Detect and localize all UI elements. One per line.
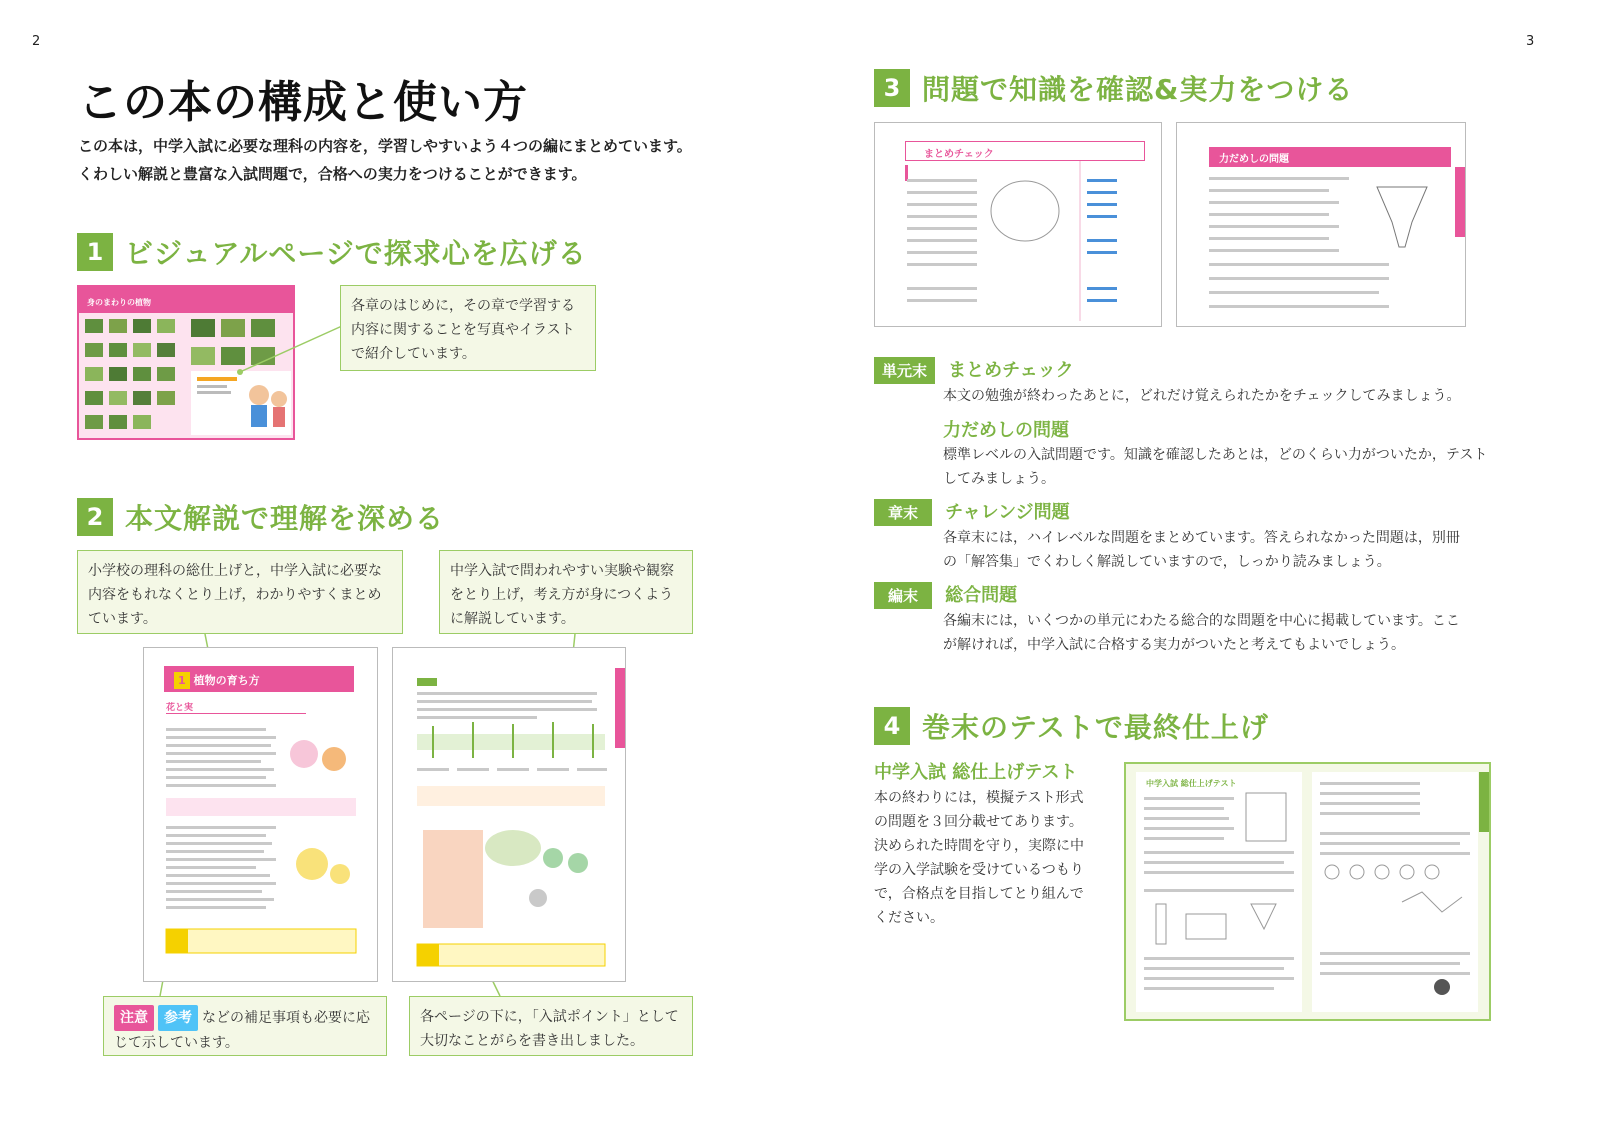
- callout-line: ています。: [88, 611, 157, 627]
- callout-line: をとり上げ，考え方が身につくよう: [450, 587, 674, 603]
- section-3-item-challenge: [874, 498, 1494, 526]
- thumbnail-body: [875, 161, 1162, 321]
- section-3-item-summary: [874, 356, 1494, 384]
- thumbnail-header: まとめチェック: [905, 141, 1145, 161]
- test-page-right-body: [1312, 772, 1478, 1012]
- callout-line: 各章のはじめに，その章で学習する: [351, 298, 575, 314]
- callout-line: で紹介しています。: [351, 346, 476, 362]
- item-text-line: 各編末には，いくつかの単元にわたる総合的な問題を中心に掲載しています。ここ: [943, 613, 1460, 629]
- text-line: の問題を３回分載せてあります。: [874, 814, 1083, 830]
- section-3-item-challenge-text: [943, 526, 1503, 574]
- practice-problem-thumbnail: [1176, 122, 1466, 327]
- section-title: ビジュアルページで探求心を広げる: [125, 237, 587, 270]
- section-4-heading: [874, 706, 1269, 746]
- item-title: まとめチェック: [948, 360, 1074, 381]
- thumbnail-body: [393, 648, 626, 982]
- section-3-item-practice-title: 力だめしの問題: [943, 420, 1069, 441]
- text-line: 本の終わりには，模擬テスト形式: [874, 790, 1084, 806]
- page-number-left: 2: [32, 34, 41, 49]
- test-page-right: [1312, 772, 1478, 1012]
- explanation-page-thumbnail: [143, 647, 378, 982]
- callout-line: 内容に関することを写真やイラスト: [351, 322, 575, 338]
- item-tag: 編末: [874, 582, 932, 609]
- section-number: 2: [77, 498, 113, 536]
- callout-line: 中学入試で問われやすい実験や観察: [450, 563, 674, 579]
- chip-caution: 注意: [114, 1005, 154, 1031]
- callout-line: に解説しています。: [450, 611, 575, 627]
- thumbnail-side-tab: [1479, 772, 1489, 832]
- final-test-thumbnail: [1124, 762, 1491, 1021]
- test-page-left: [1136, 772, 1302, 1012]
- section-2-callout-points: [409, 996, 693, 1056]
- thumbnail-chapter-banner: 1 植物の育ち方: [164, 666, 354, 692]
- section-title: 問題で知識を確認&実力をつける: [922, 73, 1354, 106]
- section-3-item-practice-text: [943, 443, 1503, 491]
- thumbnail-body: [1177, 167, 1466, 327]
- item-text-line: が解ければ，中学入試に合格する実力がついたと考えてもよいでしょう。: [943, 637, 1405, 653]
- text-line: 学の入学試験を受けているつもり: [874, 862, 1084, 878]
- section-3-item-comprehensive-text: [943, 609, 1503, 657]
- text-line: ください。: [874, 910, 944, 926]
- summary-check-thumbnail: [874, 122, 1162, 327]
- page-number-right: 3: [1526, 34, 1535, 49]
- callout-line: 各ページの下に，「入試ポイント」として: [420, 1009, 679, 1025]
- item-tag: 章末: [874, 499, 932, 526]
- section-number: 4: [874, 707, 910, 745]
- callout-line: じて示しています。: [114, 1035, 239, 1051]
- item-text-line: 標準レベルの入試問題です。知識を確認したあとは，どのくらい力がついたか，テスト: [943, 447, 1488, 463]
- section-4-subtitle: 中学入試 総仕上げテスト: [874, 762, 1078, 783]
- section-title: 巻末のテストで最終仕上げ: [922, 711, 1269, 744]
- callout-line: 小学校の理科の総仕上げと，中学入試に必要な: [88, 563, 382, 579]
- text-line: で，合格点を目指してとり組んで: [874, 886, 1084, 902]
- thumbnail-subheading: 花と実: [166, 700, 306, 714]
- thumbnail-header: 身のまわりの植物: [79, 287, 293, 313]
- callout-line: 内容をもれなくとり上げ，わかりやすくまとめ: [88, 587, 382, 603]
- chapter-title: 植物の育ち方: [193, 674, 260, 687]
- item-text-line: 本文の勉強が終わったあとに，どれだけ覚えられたかをチェックしてみましょう。: [943, 388, 1461, 404]
- section-3-item-comprehensive: [874, 581, 1494, 609]
- item-text-line: の「解答集」でくわしく解説していますので，しっかり読みましょう。: [943, 554, 1391, 570]
- chip-reference: 参考: [158, 1005, 198, 1031]
- section-number: 1: [77, 233, 113, 271]
- text-line: 決められた時間を守り，実際に中: [874, 838, 1084, 854]
- callout-line: などの補足事項も必要に応: [202, 1010, 370, 1026]
- item-title: チャレンジ問題: [945, 502, 1070, 523]
- thumbnail-header: 力だめしの問題: [1209, 147, 1451, 167]
- section-title: 本文解説で理解を深める: [125, 502, 445, 535]
- experiment-page-thumbnail: [392, 647, 626, 982]
- section-4-text: [874, 786, 1114, 930]
- section-3-item-summary-text: [943, 384, 1503, 408]
- thumbnail-body: [144, 714, 378, 982]
- page-title: この本の構成と使い方: [78, 77, 528, 128]
- section-2-callout-supplement: [103, 996, 387, 1056]
- thumbnail-header: 中学入試 総仕上げテスト: [1146, 779, 1237, 788]
- callout-line: 大切なことがらを書き出しました。: [420, 1033, 644, 1049]
- section-number: 3: [874, 69, 910, 107]
- intro-line-2: くわしい解説と豊富な入試問題で，合格への実力をつけることができます。: [78, 165, 587, 183]
- item-text-line: 各章末には，ハイレベルな問題をまとめています。答えられなかった問題は，別冊: [943, 530, 1460, 546]
- item-text-line: してみましょう。: [943, 471, 1055, 487]
- intro-line-1: この本は，中学入試に必要な理科の内容を，学習しやすいよう４つの編にまとめています。: [78, 137, 692, 155]
- section-3-heading: [874, 68, 1353, 108]
- test-page-left-body: [1136, 789, 1302, 1009]
- item-title: 総合問題: [945, 585, 1018, 606]
- item-tag: 単元末: [874, 357, 935, 384]
